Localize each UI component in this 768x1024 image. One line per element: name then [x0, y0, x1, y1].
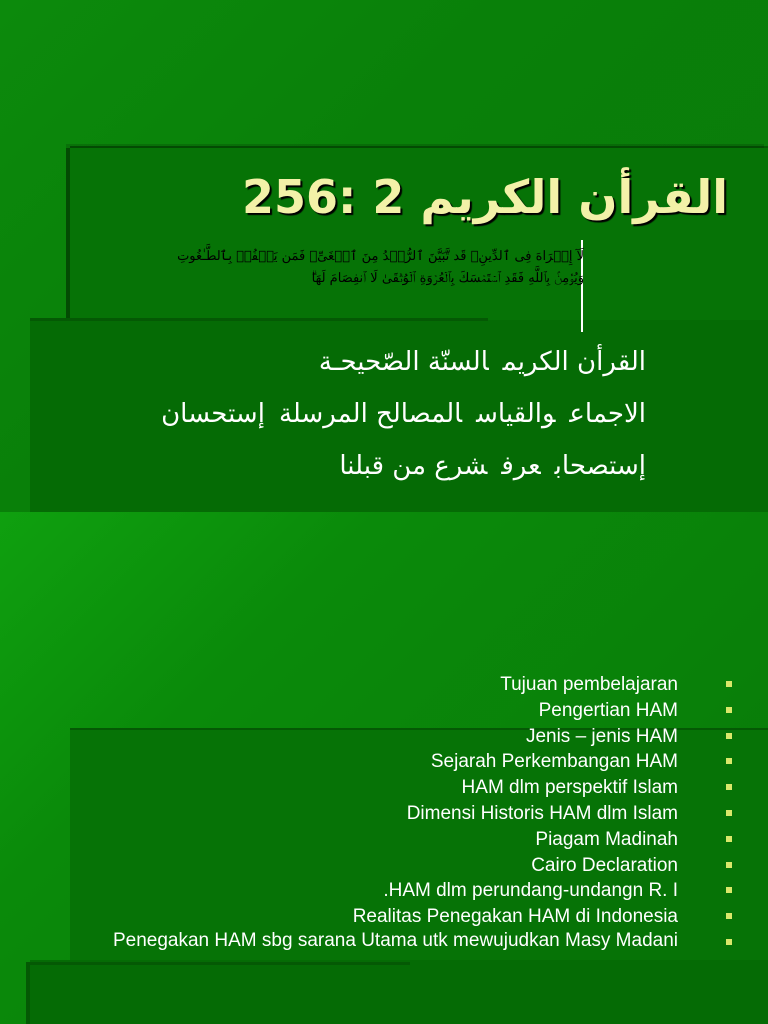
list-item-label: Penegakan HAM sbg sarana Utama utk mewujudkan Masy Madani [112, 929, 678, 951]
list-item-label: Dimensi Historis HAM dlm Islam [406, 802, 678, 824]
square-bullet-icon [726, 913, 732, 919]
slide-2 [0, 512, 768, 1024]
list-item-label: Piagam Madinah [535, 828, 678, 850]
list-item [92, 749, 732, 775]
decorative-bar [26, 962, 30, 1024]
list-item [92, 775, 732, 801]
square-bullet-icon [726, 862, 732, 868]
source-term: السنّة الصّحيحـة [318, 347, 489, 377]
list-item-label: Tujuan pembelajaran [500, 674, 678, 695]
slide-title: القرأن الكريم 2 :256 [241, 170, 728, 224]
sources-line [86, 440, 646, 492]
square-bullet-icon [726, 733, 732, 739]
list-item-label: Cairo Declaration [531, 854, 678, 876]
source-term: إستحسان [161, 399, 265, 429]
list-item [92, 801, 732, 827]
source-term: الاجماع [569, 399, 646, 429]
list-item [92, 672, 732, 698]
square-bullet-icon [726, 784, 732, 790]
verse-line: لَآ إِكۡرَاهَ فِى ٱلدِّينِ‌ۖ قَد تَّبَيَّنَ ٱلرُّشۡدُ مِنَ ٱلۡغَىِّ‌ۚ فَمَن يَكۡفُرۡ بِٱلطَّـٰغُوتِ [177, 249, 584, 264]
square-bullet-icon [726, 758, 732, 764]
square-bullet-icon [726, 707, 732, 713]
list-item [92, 904, 732, 930]
square-bullet-icon [726, 887, 732, 893]
sources-list [86, 336, 646, 492]
list-item [92, 827, 732, 853]
decorative-bar [30, 962, 410, 965]
source-term: والقياس [476, 399, 556, 429]
list-item-label: Jenis – jenis HAM [525, 725, 678, 747]
square-bullet-icon [726, 939, 732, 945]
source-term: المصالح المرسلة [278, 399, 463, 429]
list-item [92, 853, 732, 879]
verse-line: وَيُؤۡمِنۢ بِٱللَّهِ فَقَدِ ٱسۡتَمۡسَكَ بِٱلۡعُرۡوَةِ ٱلۡوُثۡقَىٰ لَا ٱنفِصَامَ لَهَا‌ۗ [311, 271, 584, 286]
list-item [92, 698, 732, 724]
list-item [92, 724, 732, 750]
list-item [92, 878, 732, 904]
list-item-label: HAM dlm perspektif Islam [461, 777, 678, 799]
list-item [92, 930, 732, 951]
square-bullet-icon [726, 810, 732, 816]
topics-list [92, 672, 732, 951]
quran-verse [177, 246, 584, 290]
list-item-label: Realitas Penegakan HAM di Indonesia [352, 906, 678, 928]
source-term: إستصحاب [554, 451, 646, 481]
source-term: القرأن الكريم [502, 347, 646, 377]
source-term: شرع من قبلنا [339, 451, 488, 481]
decorative-bar [30, 318, 488, 321]
list-item-label: Pengertian HAM [538, 699, 678, 721]
square-bullet-icon [726, 681, 732, 687]
square-bullet-icon [726, 836, 732, 842]
list-item-label: Sejarah Perkembangan HAM [430, 751, 678, 773]
decorative-panel [30, 960, 768, 1024]
list-item-label: .HAM dlm perundang-undangn R. I [383, 880, 678, 902]
source-term: عرف [501, 451, 541, 481]
sources-line [86, 388, 646, 440]
sources-line [86, 336, 646, 388]
